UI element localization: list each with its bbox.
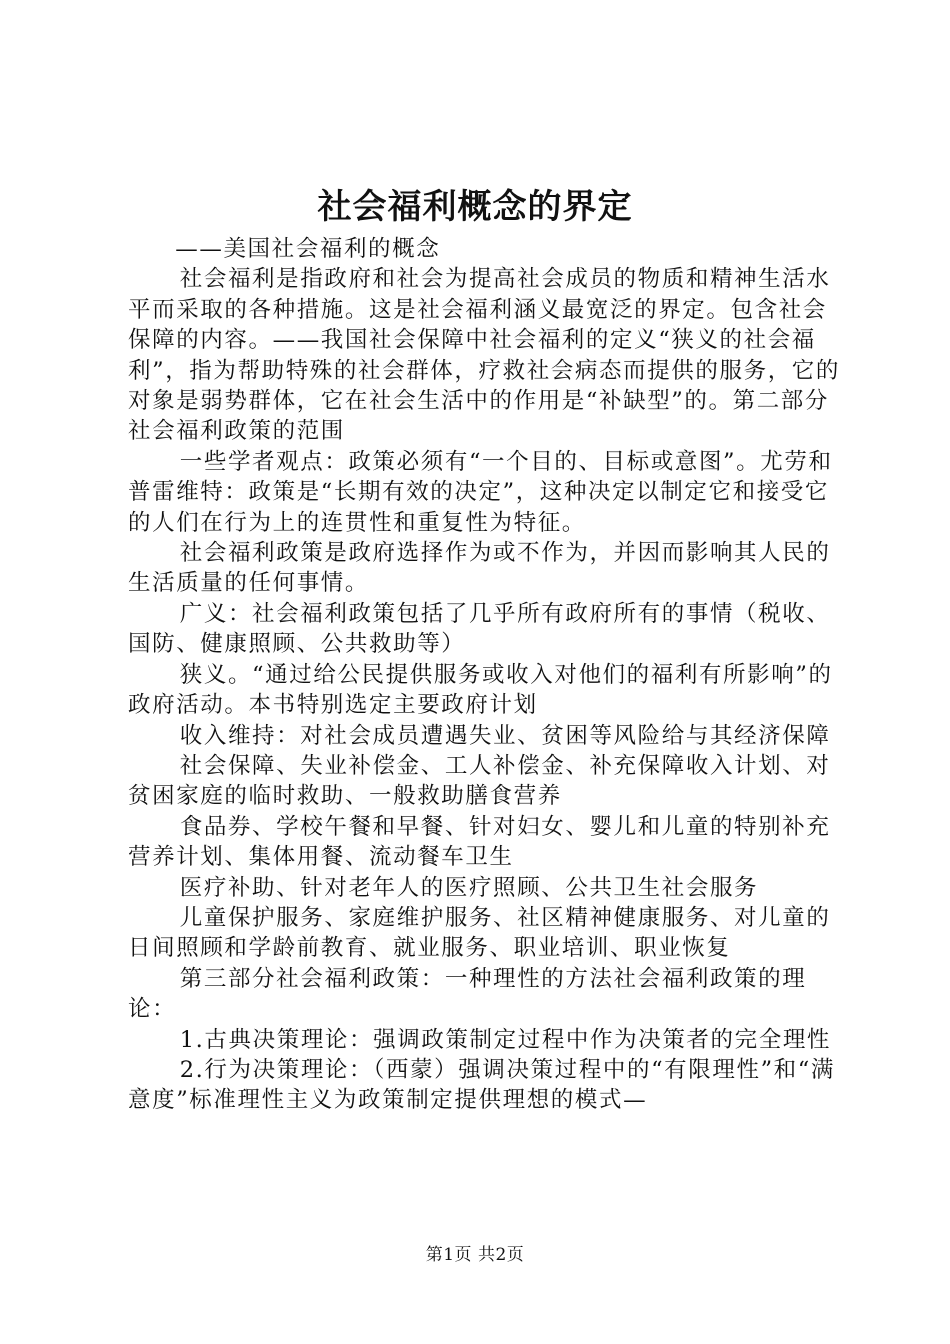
paragraph: 收入维持：对社会成员遭遇失业、贫困等风险给与其经济保障 [179,722,831,749]
document-subtitle: ——美国社会福利的概念 [175,236,441,262]
paragraph: 狭义。“通过给公民提供服务或收入对他们的福利有所影响”的政府活动。本书特别选定主要政府计划 [128,661,833,719]
paragraph: 社会保障、失业补偿金、工人补偿金、补充保障收入计划、对贫困家庭的临时救助、一般救助膳食营养 [128,752,831,810]
paragraph: 第三部分社会福利政策：一种理性的方法社会福利政策的理论： [128,965,807,1023]
paragraph: 食品券、学校午餐和早餐、针对妇女、婴儿和儿童的特别补充营养计划、集体用餐、流动餐车卫生 [128,813,831,871]
paragraph: 社会福利是指政府和社会为提高社会成员的物质和精神生活水平而采取的各种措施。这是社会福利涵义最宽泛的界定。包含社会保障的内容。——我国社会保障中社会福利的定义“狭义的社会福利”，指为帮助特殊的社会群体，疗救社会病态而提供的服务，它的对象是弱势群体，它在社会生活中的作用是“补缺型”的。第二部分社会福利政策的范围 [128,266,841,445]
page-number-footer: 第1页 共2页 [425,1245,525,1265]
document-body [128,234,840,1116]
paragraph: 广义：社会福利政策包括了几乎所有政府所有的事情（税收、国防、健康照顾、公共救助等） [128,600,831,658]
paragraph: 社会福利政策是政府选择作为或不作为，并因而影响其人民的生活质量的任何事情。 [128,540,831,597]
paragraph: 儿童保护服务、家庭维护服务、社区精神健康服务、对儿童的日间照顾和学龄前教育、就业服务、职业培训、职业恢复 [128,904,831,962]
paragraph: 1.古典决策理论：强调政策制定过程中作为决策者的完全理性 [179,1026,832,1053]
paragraph: 医疗补助、针对老年人的医疗照顾、公共卫生社会服务 [179,874,759,901]
document-title: 社会福利概念的界定 [317,187,633,227]
paragraph: 一些学者观点：政策必须有“一个目的、目标或意图”。尤劳和普雷维特：政策是“长期有效的决定”，这种决定以制定它和接受它的人们在行为上的连贯性和重复性为特征。 [128,448,833,536]
paragraph: 2.行为决策理论：（西蒙）强调决策过程中的“有限理性”和“满意度”标准理性主义为政策制定提供理想的模式— [128,1056,835,1114]
